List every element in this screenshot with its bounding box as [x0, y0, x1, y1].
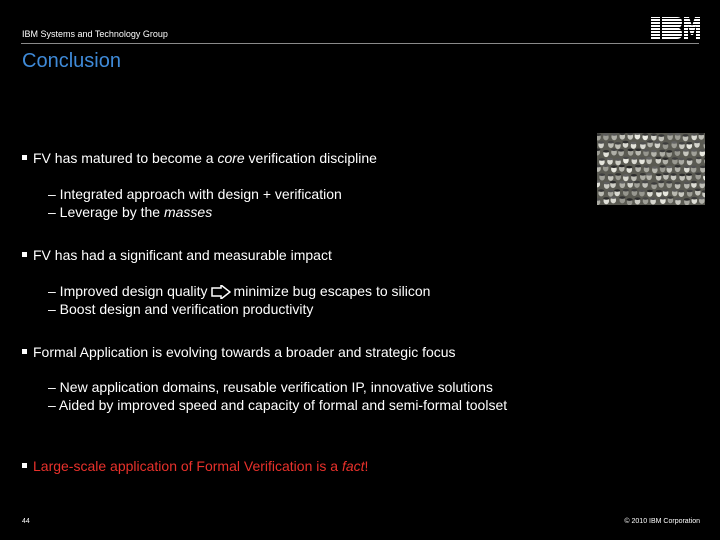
bullet-4-text-italic: fact: [341, 458, 365, 474]
header-group-label: IBM Systems and Technology Group: [22, 29, 168, 39]
bullet-1-text-before: FV has matured to become a: [33, 150, 218, 166]
bullet-2-sub-1-after: minimize bug escapes to silicon: [233, 283, 431, 299]
page-title: Conclusion: [22, 50, 121, 72]
bullet-2: [22, 247, 332, 263]
bullet-1-sub-2: [48, 203, 212, 221]
bullet-3: [22, 344, 456, 360]
bullet-2-text: FV has had a significant and measurable impact: [33, 247, 332, 263]
bullet-4: [22, 458, 368, 474]
bullet-4-text-before: Large-scale application of Formal Verification is a: [33, 458, 342, 474]
bullet-2-sub-1: [48, 282, 430, 300]
bullet-4-text-after: !: [364, 458, 369, 474]
bullet-square-icon: [22, 349, 27, 354]
bullet-2-sub-2: – Boost design and verification productivity: [48, 301, 314, 317]
bullet-1-text-italic: core: [217, 150, 245, 166]
bullet-1-sub-1: – Integrated approach with design + verification: [48, 186, 342, 202]
ibm-logo: [650, 16, 700, 40]
bullet-2-sub-1-before: – Improved design quality: [48, 283, 208, 299]
bullet-3-sub-1: – New application domains, reusable verification IP, innovative solutions: [48, 379, 493, 395]
right-arrow-icon: [211, 285, 231, 299]
crowd-image: [597, 133, 705, 205]
bullet-3-text: Formal Application is evolving towards a broader and strategic focus: [33, 344, 456, 360]
copyright-notice: © 2010 IBM Corporation: [624, 518, 700, 525]
header-divider: [21, 43, 699, 44]
bullet-1-text-after: verification discipline: [244, 150, 377, 166]
bullet-square-icon: [22, 252, 27, 257]
bullet-1-sub-2-italic: masses: [163, 204, 213, 220]
page-number: 44: [22, 518, 30, 525]
bullet-1: [22, 150, 377, 166]
bullet-1-sub-2-before: – Leverage by the: [48, 204, 164, 220]
bullet-3-sub-2: – Aided by improved speed and capacity of formal and semi-formal toolset: [48, 397, 508, 413]
bullet-square-icon: [22, 155, 27, 160]
bullet-square-icon: [22, 463, 27, 468]
